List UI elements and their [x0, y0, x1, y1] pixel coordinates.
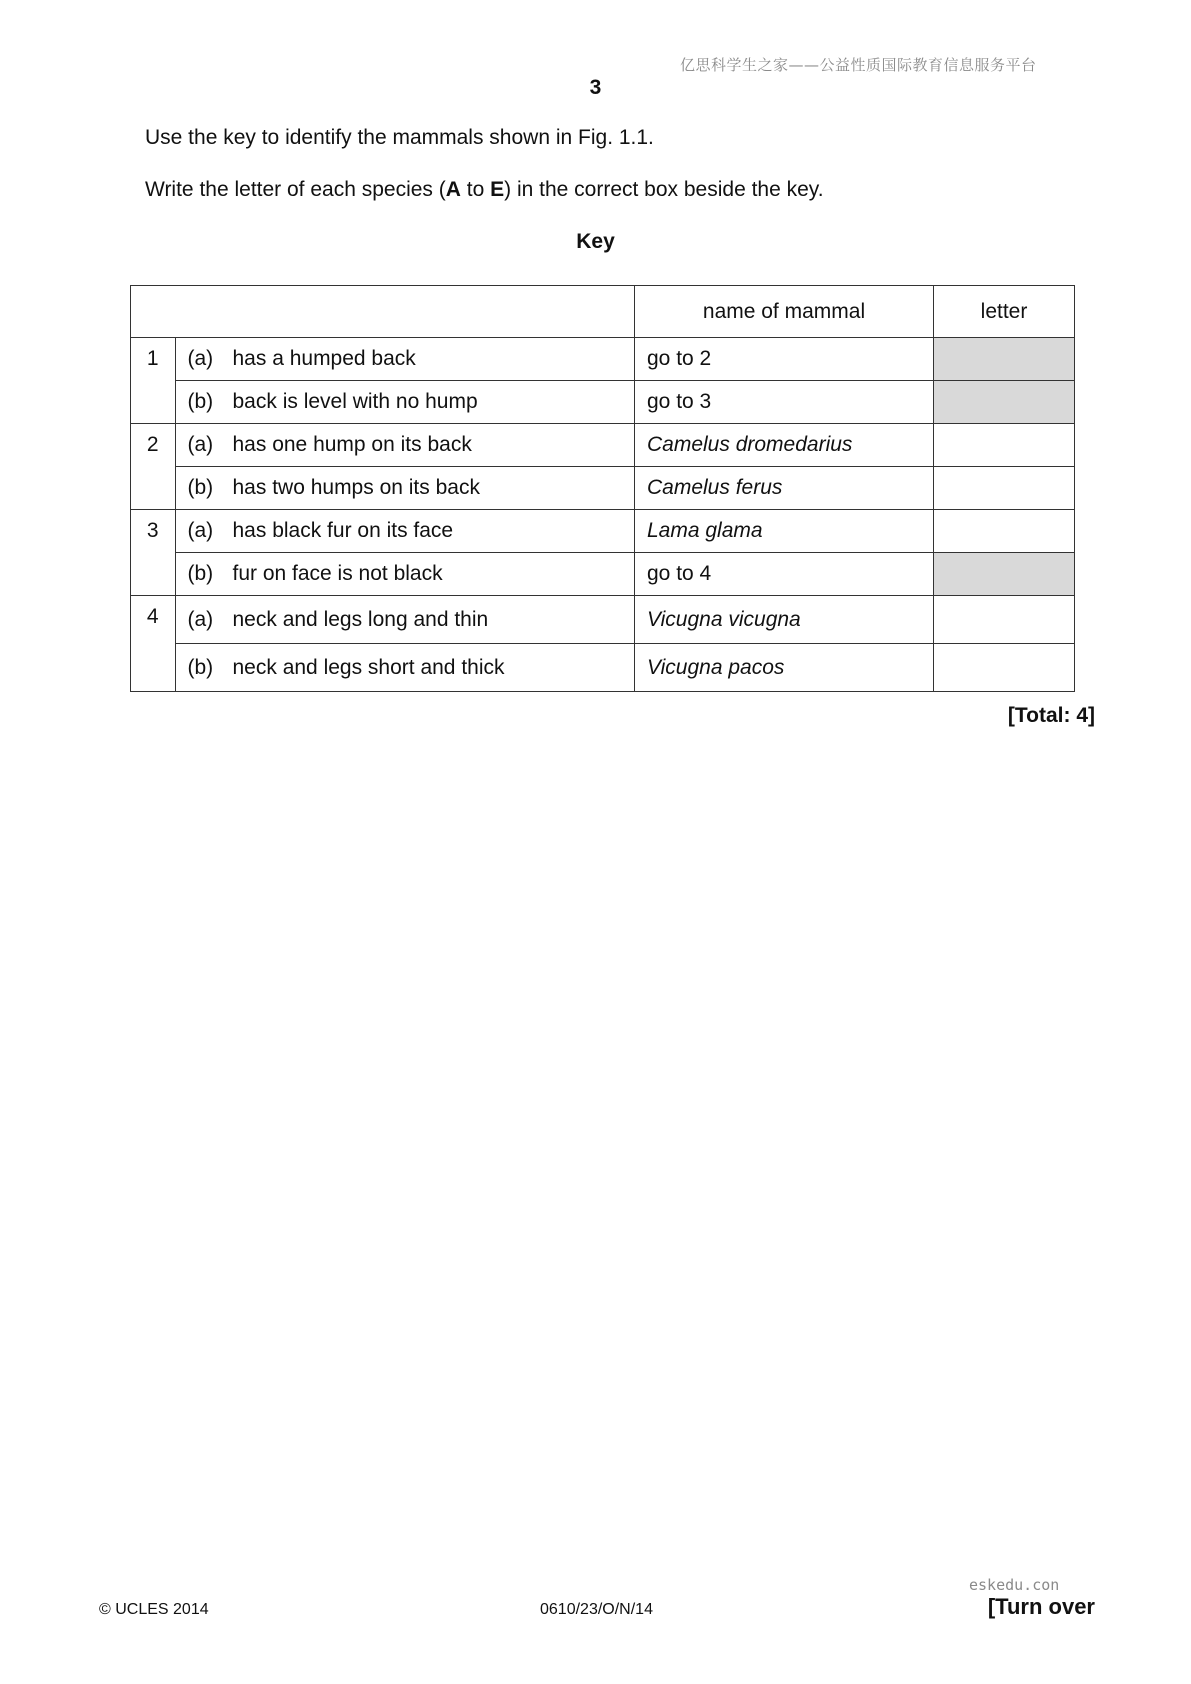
key-description: [175, 381, 635, 424]
table-row: [131, 596, 1075, 644]
letter-answer-box[interactable]: [934, 596, 1075, 644]
step-number: 2: [131, 424, 176, 510]
mammal-name: go to 2: [635, 338, 934, 381]
description-text: fur on face is not black: [232, 562, 443, 585]
letter-a: A: [445, 178, 461, 201]
description-text: neck and legs long and thin: [232, 607, 489, 631]
step-number: 4: [131, 596, 176, 692]
table-row: [131, 338, 1075, 381]
letter-box-shaded: [934, 553, 1075, 596]
total-marks: [Total: 4]: [1007, 704, 1095, 727]
mammal-name: Vicugna pacos: [635, 644, 934, 692]
header-blank: [131, 286, 176, 338]
description-text: has a humped back: [232, 347, 416, 370]
description-text: has one hump on its back: [232, 433, 472, 456]
key-description: [175, 644, 635, 692]
instruction-line-2: [145, 178, 824, 202]
mammal-name: Camelus ferus: [635, 467, 934, 510]
letter-answer-box[interactable]: [934, 424, 1075, 467]
step-number: 1: [131, 338, 176, 424]
dichotomous-key-table: [130, 285, 1075, 692]
page-number: 3: [589, 76, 602, 99]
table-header-row: [131, 286, 1075, 338]
key-heading: Key: [576, 230, 615, 253]
table-row: [131, 424, 1075, 467]
table-row: [131, 553, 1075, 596]
table-row: [131, 467, 1075, 510]
key-description: [175, 338, 635, 381]
key-description: [175, 596, 635, 644]
footer-paper-code: 0610/23/O/N/14: [540, 1601, 653, 1618]
footer-watermark: eskedu.con: [969, 1576, 1060, 1594]
description-text: has two humps on its back: [232, 476, 480, 499]
sub-label: (a): [187, 347, 214, 370]
letter-answer-box[interactable]: [934, 467, 1075, 510]
instruction-text: to: [460, 178, 491, 201]
letter-e: E: [490, 178, 505, 201]
key-description: [175, 553, 635, 596]
mammal-name: Lama glama: [635, 510, 934, 553]
sub-label: (a): [187, 519, 214, 542]
sub-label: (b): [187, 655, 214, 679]
mammal-name: go to 4: [635, 553, 934, 596]
key-description: [175, 424, 635, 467]
instruction-text: ) in the correct box beside the key.: [504, 178, 824, 201]
column-header-letter: letter: [934, 286, 1075, 338]
letter-answer-box[interactable]: [934, 510, 1075, 553]
footer-copyright: © UCLES 2014: [99, 1601, 209, 1618]
header-watermark: 亿思科学生之家——公益性质国际教育信息服务平台: [680, 56, 1037, 74]
sub-label: (b): [187, 390, 214, 413]
description-text: neck and legs short and thick: [232, 655, 505, 679]
letter-answer-box[interactable]: [934, 644, 1075, 692]
header-blank: [175, 286, 635, 338]
sub-label: (a): [187, 607, 214, 631]
sub-label: (b): [187, 476, 214, 499]
instruction-text: Write the letter of each species (: [145, 178, 446, 201]
mammal-name: Vicugna vicugna: [635, 596, 934, 644]
sub-label: (a): [187, 433, 214, 456]
sub-label: (b): [187, 562, 214, 585]
mammal-name: Camelus dromedarius: [635, 424, 934, 467]
letter-box-shaded: [934, 381, 1075, 424]
column-header-name: name of mammal: [635, 286, 934, 338]
key-description: [175, 467, 635, 510]
table-row: [131, 381, 1075, 424]
key-description: [175, 510, 635, 553]
turn-over-label: [Turn over: [987, 1594, 1095, 1619]
letter-box-shaded: [934, 338, 1075, 381]
table-row: [131, 644, 1075, 692]
mammal-name: go to 3: [635, 381, 934, 424]
instruction-line-1: Use the key to identify the mammals shown in Fig. 1.1.: [145, 126, 654, 149]
description-text: has black fur on its face: [232, 519, 454, 542]
table-row: [131, 510, 1075, 553]
step-number: 3: [131, 510, 176, 596]
description-text: back is level with no hump: [232, 390, 478, 413]
